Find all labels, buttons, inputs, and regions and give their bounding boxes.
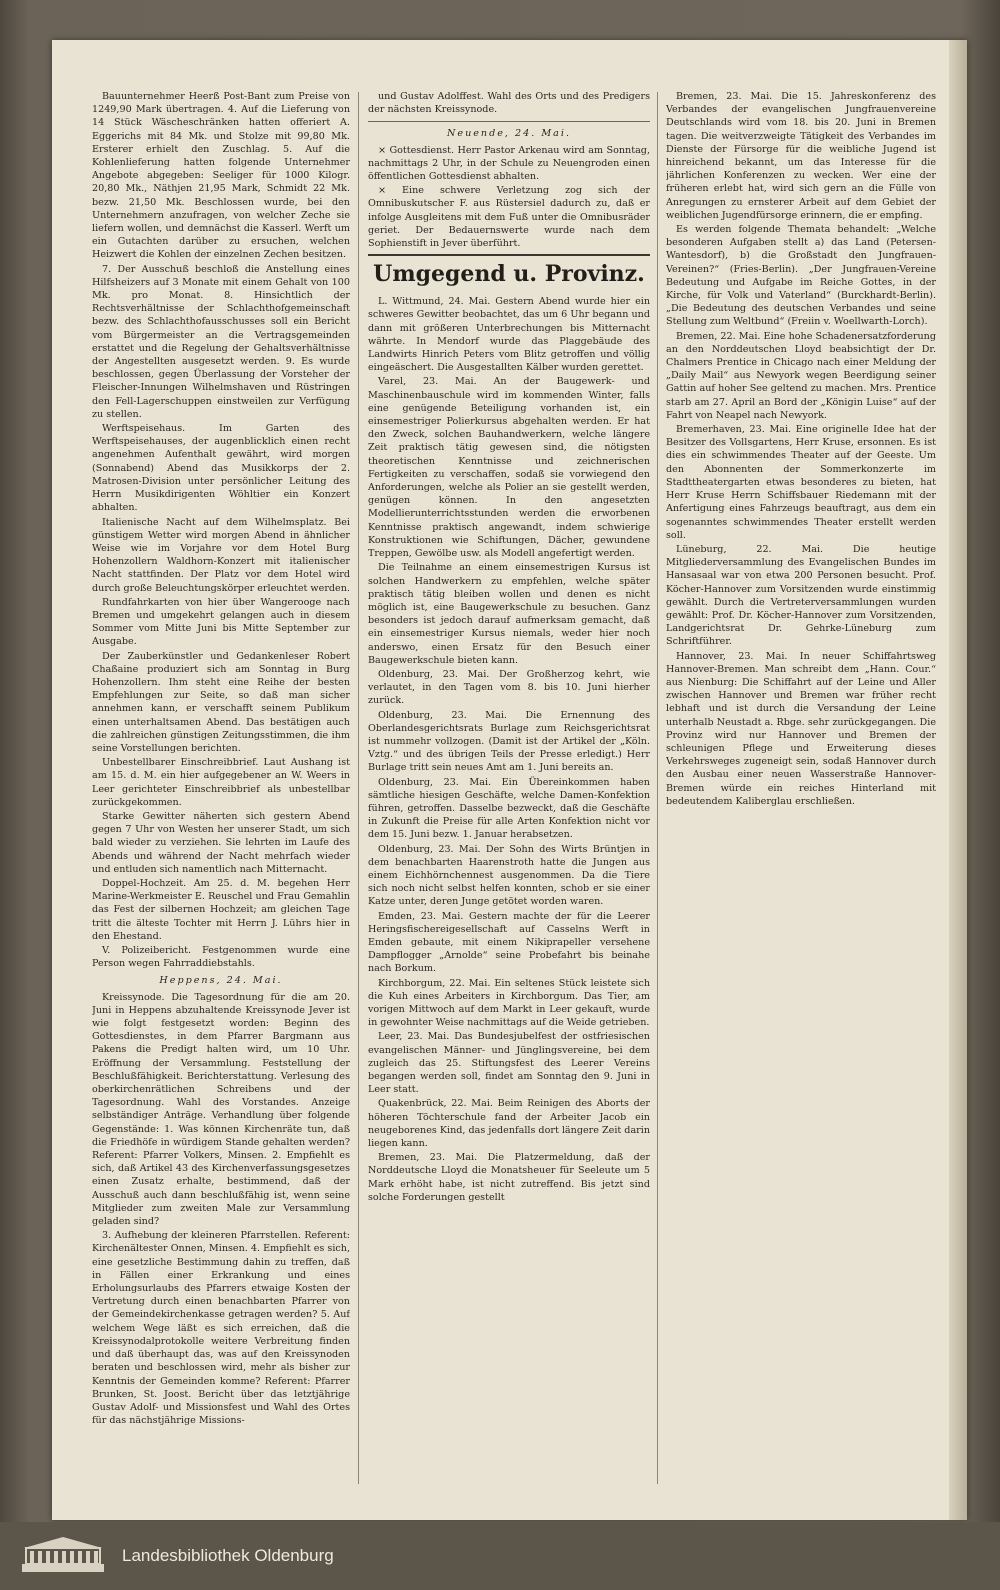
article-paragraph: Emden, 23. Mai. Gestern machte der für die Leerer Heringsfischereigesellschaft auf Casselns Werft in Emden gebaute, mit einem Nikiprapeller versehene Dampflogger „Arnolde“ seine Probefahrt bis beinahe nach Borkum. xyxy=(368,910,650,975)
article-paragraph: Werftspeisehaus. Im Garten des Werftspeisehauses, der augenblicklich einen recht angenehmen Aufenthalt gewährt, wird morgen (Sonnabend) Abend das Musikkorps der 2. Matrosen-Division unter persönlicher Leitung des Herrn Musikdirigenten Wöhltier ein Konzert abhalten. xyxy=(92,423,350,514)
article-paragraph: Quakenbrück, 22. Mai. Beim Reinigen des Aborts der höheren Töchterschule fand der Arbeiter Jacob ein neugeborenes Kind, das jedenfalls dort längere Zeit darin liegen kann. xyxy=(368,1098,650,1150)
article-paragraph: Oldenburg, 23. Mai. Der Sohn des Wirts Brüntjen in dem benachbarten Haarenstroth hatte die Jungen aus einem Eichhörnchennest ausgenommen. Da die Tiere sich noch nicht selbst helfen konnten, schob er sie einer Katze unter, deren Junge getötet worden waren. xyxy=(368,843,650,908)
news-note: × Eine schwere Verletzung zog sich der Omnibuskutscher F. aus Rüstersiel dadurch zu, daß er infolge Ausgleitens mit dem Fuß unter die Omnibusräder geriet. Der Bedauernswerte wurde nach dem Sophienstift in Jever überführt. xyxy=(368,185,650,250)
article-paragraph: Bremerhaven, 23. Mai. Eine originelle Idee hat der Besitzer des Vollsgartens, Herr Kruse, ersonnen. Es ist dies ein schwimmendes Theater auf der Geeste. Um den Abonnenten der Sommerkonzerte im Stadttheatergarten etwas besonderes zu bieten, hat Herr Kruse Herrn Schiffsbauer Riedemann mit der Anfertigung eines Fahrzeugs beauftragt, aus dem ein sogenanntes schwimmendes Theater erstellt werden soll. xyxy=(666,424,936,541)
article-paragraph: 7. Der Ausschuß beschloß die Anstellung eines Hilfsheizers auf 3 Monate mit einem Gehalt von 100 Mk. pro Monat. 8. Hinsichtlich der Rechtsverhältnisse der Schlachthofgemeinschaft bezw. des Schlachthofausschusses soll ein Bericht vom Bürgermeister an die Vertragsgemeinden erstattet und die Regelung der Gehaltsverhältnisse der Angestellten ausgesetzt werden. 9. Es wurde beschlossen, gegen Überlassung der Vorsteher der Fleischer-Innungen Wilhelmshaven und Rüstringen den Fell-Lagerschuppen einstweilen zur Verfügung zu stellen. xyxy=(92,263,350,420)
article-paragraph: Kreissynode. Die Tagesordnung für die am 20. Juni in Heppens abzuhaltende Kreissynode Jever ist wie folgt festgesetzt worden: Beginn des Gottesdienstes, in dem Pfarrer Bargmann aus Pakens die Predigt halten wird, um 10 Uhr. Eröffnung der Versammlung. Feststellung der Beschlußfähigkeit. Berichterstattung. Verlesung des oberkirchenrätlichen Schreibens und der Tagesordnung. Wahl des Vorstandes. Anzeige selbständiger Anträge. Verhandlung über folgende Gegenstände: 1. Was können Kirchenräte tun, daß die Friedhöfe in würdigem Stande gehalten werden? Referent: Pfarrer Volkers, Minsen. 2. Empfiehlt es sich, daß Artikel 43 des Kirchenverfassungsgesetzes einen Zusatz erhalte, bestimmend, daß der Ausschuß auch dann beschlußfähig ist, wenn seine Mitglieder zum zweiten Male zur Versammlung geladen sind? xyxy=(92,991,350,1228)
library-building-icon xyxy=(18,1534,108,1578)
article-paragraph: 3. Aufhebung der kleineren Pfarrstellen. Referent: Kirchenältester Onnen, Minsen. 4. Empfiehlt es sich, eine gesetzliche Bestimmung dahin zu treffen, daß in Fällen einer Erkrankung und eines Erholungsurlaubs des Pfarrers etwaige Kosten der Vertretung durch einen benachbarten Pfarrer von der Gemeindekirchenkasse getragen werden? 5. Auf welchem Wege läßt es sich erreichen, daß die Kreissynodalprotokolle weitere Verbreitung finden und daß überhaupt das, was auf den Kreissynoden beraten und beschlossen wird, mehr als bisher zur Kenntnis der Gemeinden komme? Referent: Pfarrer Brunken, St. Joost. Bericht über das letztjährige Gustav Adolf- und Missionsfest und Wahl des Ortes für das nächstjährige Missions- xyxy=(92,1230,350,1427)
newspaper-page xyxy=(52,40,967,1520)
article-paragraph: Rundfahrkarten von hier über Wangerooge nach Bremen und umgekehrt gelangen auch in diesem Sommer vom Mitte Juni bis Mitte September zur Ausgabe. xyxy=(92,596,350,648)
page-edge xyxy=(949,40,967,1520)
article-paragraph: Bauunternehmer Heerß Post-Bant zum Preise von 1249,90 Mark übertragen. 4. Auf die Lieferung von 14 Stück Wäscheschränken hatten offeriert A. Eggerichs mit 84 Mk. und Stolze mit 99,80 Mk. Ersterer erhielt den Zuschlag. 5. Auf die Kohlenlieferung hatten folgende Unternehmer Angebote abgegeben: Seeliger für 1000 Kilogr. 20,80 Mk., Näthjen 21,95 Mark, Schmidt 22 Mk. bezw. 21,50 Mk. Beschlossen wurde, bei den Unternehmern anzufragen, von welcher Zeche sie liefern wollen, und demnächst die Kasserl. Werft um ein Gutachten darüber zu ersuchen, welchen Heizwert die Kohlen der einzelnen Zechen besitzen. xyxy=(92,91,350,261)
article-paragraph: Italienische Nacht auf dem Wilhelmsplatz. Bei günstigem Wetter wird morgen Abend in ähnlicher Weise wie im Vorjahre vor dem Hotel Burg Hohenzollern Waldhorn-Konzert mit italienischer Nacht stattfinden. Der Platz vor dem Hotel wird durch große Beleuchtungskörper erleuchtet werden. xyxy=(92,516,350,594)
article-paragraph: Lüneburg, 22. Mai. Die heutige Mitgliederversammlung des Evangelischen Bundes im Hansasaal war von etwa 200 Personen besucht. Prof. Köcher-Hannover zum Vorsitzenden wurde einstimmig gewählt. Durch die Vertreterversammlungen wurden gewählt: Prof. Dr. Köcher-Hannover zum Vorsitzenden, Landgerichtsrat Dr. Gehrke-Lüneburg zum Schriftführer. xyxy=(666,543,936,648)
article-paragraph: Die Teilnahme an einem einsemestrigen Kursus ist solchen Handwerkern zu empfehlen, welche später praktisch tätig bleiben wollen und denen es nicht möglich ist, eine Baugewerkschule zu besuchen. Ganz besonders ist jedoch darauf aufmerksam gemacht, daß ein einsemestriger Kursus niemals, weder hier noch anderswo, einen Ersatz für den Besuch einer Baugewerkschule bieten kann. xyxy=(368,562,650,666)
column-divider xyxy=(358,92,359,1484)
article-paragraph: Doppel-Hochzeit. Am 25. d. M. begehen Herr Marine-Werkmeister E. Reuschel und Frau Gemahlin das Fest der silbernen Hochzeit; am gleichen Tage tritt die älteste Tochter mit Herrn J. Lührs hier in den Ehestand. xyxy=(92,877,350,942)
article-paragraph: Bremen, 23. Mai. Die 15. Jahreskonferenz des Verbandes der evangelischen Jungfrauenvereine Deutschlands wird vom 18. bis 20. Juni in Bremen tagen. Die weitverzweigte Tätigkeit des Verbandes im Dienste der Fürsorge für die weibliche Jugend ist hinreichend bekannt, um das Interesse für die jährlichen Konferenzen zu wecken. Wer eine der früheren erlebt hat, wird sich gern an die Fülle von Anregungen zu ernsterer Arbeit auf dem Gebiet der weiblichen Jugendfürsorge erinnern, die er empfing. xyxy=(666,91,936,221)
article-paragraph: und Gustav Adolffest. Wahl des Orts und des Predigers der nächsten Kreissynode. xyxy=(368,91,650,116)
article-paragraph: Unbestellbarer Einschreibbrief. Laut Aushang ist am 15. d. M. ein hier aufgegebener an W. Weers in Leer gerichteter Einschreibbrief als unbestellbar zurückgekommen. xyxy=(92,757,350,808)
article-paragraph: Der Zauberkünstler und Gedankenleser Robert Chaßaine produziert sich am Sonntag in Burg Hohenzollern. Ihm steht eine Reihe der besten Empfehlungen zur Seite, so daß man sicher annehmen kann, er verschafft seinem Publikum einen unterhaltsamen Abend. Das bestätigen auch die zahlreichen günstigen Zeitungsstimmen, die ihm seine Vorstellungen berichten. xyxy=(92,650,350,754)
article-paragraph: V. Polizeibericht. Festgenommen wurde eine Person wegen Fahrraddiebstahls. xyxy=(92,945,350,970)
library-footer xyxy=(0,1522,1000,1590)
article-paragraph: Leer, 23. Mai. Das Bundesjubelfest der ostfriesischen evangelischen Männer- und Jünglingsvereine, bei dem zugleich das 25. Stiftungsfest des Leerer Vereins begangen werden soll, findet am Sonntag den 9. Juni in Leer statt. xyxy=(368,1031,650,1096)
article-paragraph: Oldenburg, 23. Mai. Die Ernennung des Oberlandesgerichtsrats Burlage zum Reichsgerichtsrat ist nummehr vollzogen. (Damit ist der Artikel der „Köln. Vztg.“ und des übrigen Teils der Presse erledigt.) Herr Burlage tritt sein neues Amt am 1. Juni bereits an. xyxy=(368,709,650,774)
article-paragraph: Bremen, 22. Mai. Eine hohe Schadenersatzforderung an den Norddeutschen Lloyd beabsichtigt der Dr. Chalmers Prentice in Chicago nach einer Meldung der „Daily Mail“ aus Newyork wegen Beerdigung seiner Gattin auf hoher See geltend zu machen. Mrs. Prentice starb am 27. April an Bord der „Königin Luise“ auf der Fahrt von Neapel nach Newyork. xyxy=(666,330,936,421)
article-paragraph: Es werden folgende Themata behandelt: „Welche besonderen Aufgaben stellt a) das Land (Petersen-Wantesdorf), b) die Großstadt den Jungfrauen-Vereinen?“ (Fries-Berlin). „Der Jungfrauen-Vereine Bedeutung und Aufgabe im Reiche Gottes, in der Kirche, für Volk und Vaterland“ (Burckhardt-Berlin). „Die Bedeutung des deutschen Verbandes und seine Stellung zum Weltbund“ (Freiin v. Woellwarth-Lorch). xyxy=(666,224,936,328)
article-paragraph: Starke Gewitter näherten sich gestern Abend gegen 7 Uhr von Westen her unserer Stadt, um sich bald wieder zu verziehen. Sie lehrten im Laufe des Abends und während der Nacht mehrfach wieder und entluden sich namentlich nach Mitternacht. xyxy=(92,810,350,875)
article-paragraph: L. Wittmund, 24. Mai. Gestern Abend wurde hier ein schweres Gewitter beobachtet, das um 6 Uhr begann und dann mit größeren Unterbrechungen bis Mitternacht währte. In Mendorf wurde das Plaggebäude des Landwirts Hinrich Peters vom Blitz getroffen und völlig eingeäschert. Die Ausgestallten Kälber wurden gerettet. xyxy=(368,296,650,374)
article-paragraph: Oldenburg, 23. Mai. Der Großherzog kehrt, wie verlautet, in den Tagen vom 8. bis 10. Juni hierher zurück. xyxy=(368,668,650,707)
dateline: Neuende, 24. Mai. xyxy=(447,128,571,140)
article-paragraph: Oldenburg, 23. Mai. Ein Übereinkommen haben sämtliche hiesigen Geschäfte, welche Damen-Konfektion führen, getroffen. Dasselbe bezweckt, daß die Geschäfte in Zukunft die Preise für alle Arten Konfektion nicht vor dem 15. Juni bezw. 1. Januar herabsetzen. xyxy=(368,776,650,841)
divider xyxy=(368,121,650,122)
column-right xyxy=(666,90,936,1490)
article-paragraph: Varel, 23. Mai. An der Baugewerk- und Maschinenbauschule wird im kommenden Winter, falls eine genügende Beteiligung vorhanden ist, ein einsemestriger Polierkursus abgehalten werden. Er hat den Zweck, solchen Bauhandwerkern, welche längere Zeit praktisch tätig gewesen sind, die nötigsten theoretischen Kenntnisse und zeichnerischen Fertigkeiten zu verschaffen, sodaß sie vorwiegend den Anforderungen, welche als Polier an sie gestellt werden, genügen können. In den angesetzten Modellierunterrichtsstunden werden die erworbenen Kenntnisse praktisch angewandt, indem schwierige Konstruktionen wie Schiftungen, Dächer, gewundene Treppen, Gewölbe usw. als Modell angefertigt werden. xyxy=(368,376,650,560)
article-paragraph: Hannover, 23. Mai. In neuer Schiffahrtsweg Hannover-Bremen. Man schreibt dem „Hann. Cour.“ aus Nienburg: Die Schiffahrt auf der Leine und Aller zwischen Hannover und Bremen war früher recht lebhaft und ist durch die Versandung der Leine unterhalb Neustadt a. Rbge. sehr zurückgegangen. Die Provinz wird nur Hannover und Bremen der schleunigen Pflege und Erweiterung dieses Verkehrsweges zugeneigt sein, sodaß Hannover durch den Ausbau einer neuen Wasserstraße Hannover-Bremen würde ein reiches Hinterland mit bedeutendem Kaliberglau erschließen. xyxy=(666,650,936,807)
column-middle xyxy=(368,90,650,1490)
article-paragraph: Bremen, 23. Mai. Die Platzermeldung, daß der Norddeutsche Lloyd die Monatsheuer für Seeleute um 5 Mark erhöht habe, ist nicht zutreffend. Bis jetzt sind solche Forderungen gestellt xyxy=(368,1152,650,1203)
column-divider xyxy=(657,92,658,1484)
dateline: Heppens, 24. Mai. xyxy=(159,975,283,987)
article-paragraph: Kirchborgum, 22. Mai. Ein seltenes Stück leistete sich die Kuh eines Arbeiters in Kirchborgum. Das Tier, am vorigen Mittwoch auf dem Markt in Leer gekauft, wurde in gewohnter Weise nachmittags auf die Weide getrieben. xyxy=(368,977,650,1029)
library-name: Landesbibliothek Oldenburg xyxy=(122,1546,334,1565)
news-note: × Gottesdienst. Herr Pastor Arkenau wird am Sonntag, nachmittags 2 Uhr, in der Schule zu Neuengroden einen öffentlichen Gottesdienst abhalten. xyxy=(368,144,650,183)
column-left xyxy=(92,90,350,1490)
section-title: Umgegend u. Provinz. xyxy=(368,254,650,289)
